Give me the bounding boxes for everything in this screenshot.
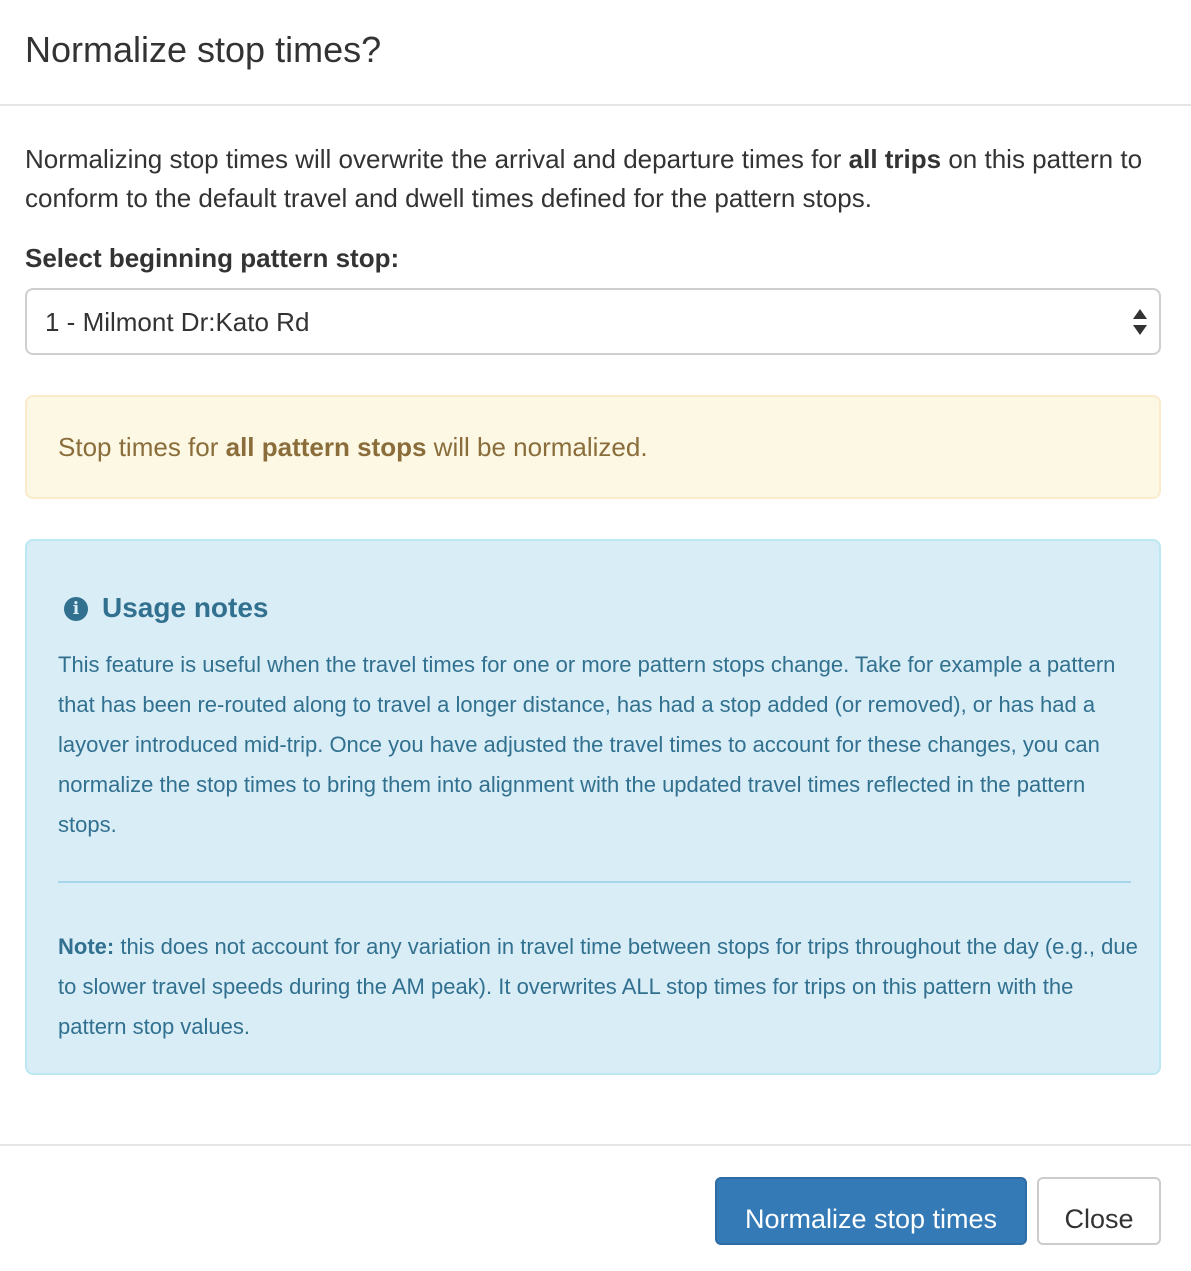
beginning-pattern-stop-select[interactable] (25, 288, 1161, 355)
note-label: Note: (58, 934, 115, 959)
warning-bold: all pattern stops (225, 432, 427, 462)
warning-message (58, 430, 648, 464)
warning-text-before: Stop times for (58, 432, 226, 462)
note-text: this does not account for any variation in travel time between stops for trips throughout the day (e.g., due to slower travel speeds during the AM peak). It overwrites ALL stop times for trips on this pattern with the pattern stop values. (58, 934, 1138, 1039)
intro-text-before: Normalizing stop times will overwrite the arrival and departure times for (25, 144, 849, 174)
intro-bold: all trips (848, 144, 942, 174)
usage-notes-body: This feature is useful when the travel times for one or more pattern stops change. Take for example a pattern that has been re-routed along to travel a longer distance, has had a stop added (or removed), or has had a layover introduced mid-trip. Once you have adjusted the travel times to account for these changes, you can normalize the stop times to bring them into alignment with the updated travel times reflected in the pattern stops. (58, 652, 1116, 837)
warning-text-after: will be normalized. (426, 432, 648, 462)
intro-text (25, 140, 1165, 218)
select-updown-icon (1133, 309, 1147, 337)
normalize-stop-times-button[interactable]: Normalize stop times (715, 1177, 1027, 1245)
modal-header (0, 0, 1191, 106)
modal-title: Normalize stop times? (25, 29, 382, 70)
usage-notes-alert (25, 539, 1161, 1075)
usage-notes-divider (58, 881, 1131, 883)
info-circle-icon: i (64, 597, 88, 621)
usage-notes-note (58, 927, 1138, 1047)
usage-notes-title: Usage notes (102, 592, 269, 623)
select-label: Select beginning pattern stop: (25, 243, 400, 273)
close-button[interactable]: Close (1037, 1177, 1161, 1245)
select-value: 1 - Milmont Dr:Kato Rd (45, 307, 310, 337)
intro-text-after: on this pattern to conform to the default travel and dwell times defined for the pattern stops. (25, 144, 1143, 213)
warning-alert (25, 395, 1161, 499)
